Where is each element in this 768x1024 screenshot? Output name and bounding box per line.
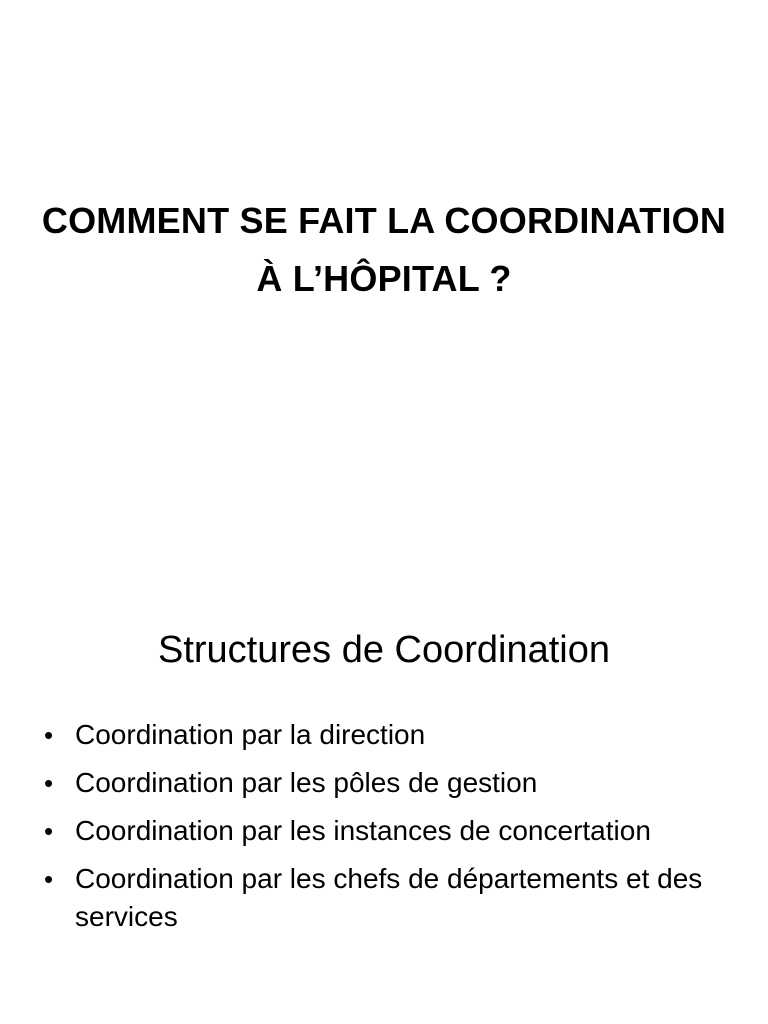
list-item <box>44 860 734 936</box>
bullet-icon: • <box>44 864 54 894</box>
list-item <box>44 764 734 802</box>
section-title: Structures de Coordination <box>157 629 611 671</box>
bullet-icon: • <box>44 768 54 798</box>
page-title: COMMENT SE FAIT LA COORDINATION À L’HÔPITAL ? <box>41 200 727 299</box>
list-item-text: Coordination par les chefs de départements et des services <box>75 863 703 932</box>
bullet-icon: • <box>44 816 54 846</box>
list-item-text: Coordination par la direction <box>75 719 426 750</box>
list-item <box>44 716 734 754</box>
list-item-text: Coordination par les instances de concertation <box>75 815 651 846</box>
bullet-icon: • <box>44 720 54 750</box>
bullet-list <box>44 716 734 946</box>
slide-content-section <box>0 512 768 1024</box>
list-item <box>44 812 734 850</box>
list-item-text: Coordination par les pôles de gestion <box>75 767 538 798</box>
